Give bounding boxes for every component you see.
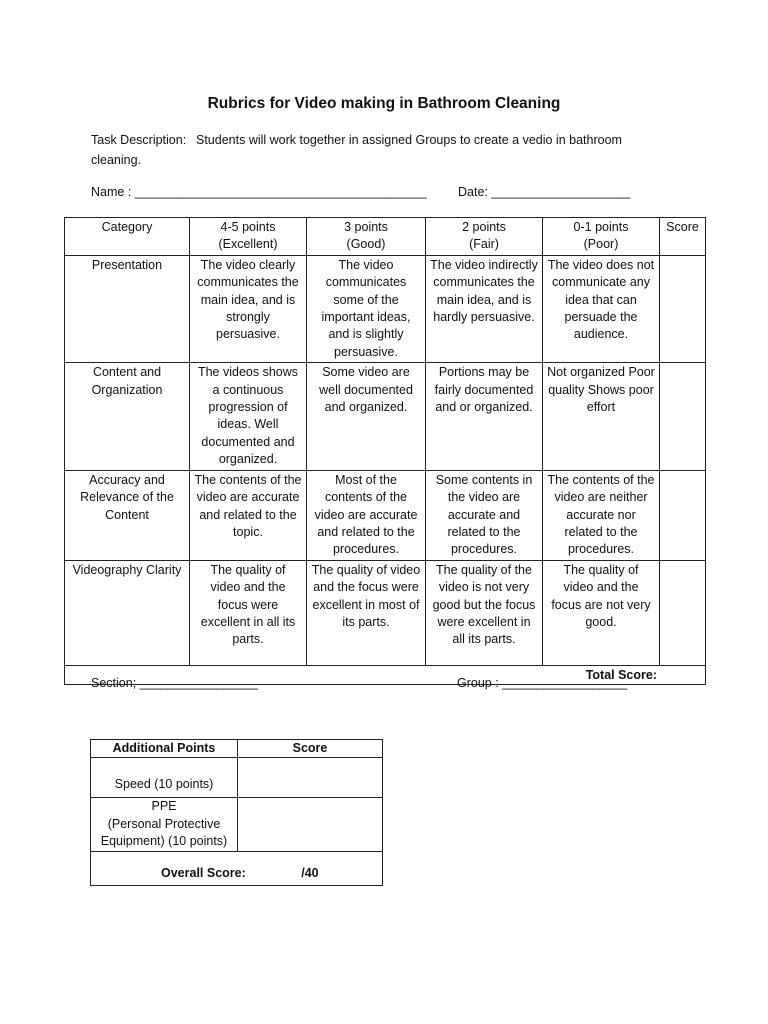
rubric-row-content bbox=[65, 363, 706, 470]
overall-score-label: Overall Score: bbox=[161, 866, 246, 881]
name-field[interactable]: Name : __________________________________________ bbox=[91, 185, 427, 199]
excellent-cell: The video clearly communicates the main idea, and is strongly persuasive. bbox=[190, 255, 307, 362]
section-field[interactable]: Section; _________________ bbox=[91, 676, 258, 690]
poor-cell: The video does not communicate any idea that can persuade the audience. bbox=[543, 255, 660, 362]
poor-cell: The quality of video and the focus are not very good. bbox=[543, 560, 660, 665]
header-fair: 2 points (Fair) bbox=[426, 218, 543, 256]
ppe-score-cell[interactable] bbox=[238, 798, 383, 851]
excellent-cell: The videos shows a continuous progression of ideas. Well documented and organized. bbox=[190, 363, 307, 470]
header-poor: 0-1 points (Poor) bbox=[543, 218, 660, 256]
speed-row bbox=[91, 758, 383, 798]
task-description-label: Task Description: bbox=[91, 133, 187, 147]
additional-points-header: Additional Points bbox=[91, 740, 238, 758]
good-cell: The quality of video and the focus were excellent in most of its parts. bbox=[307, 560, 426, 665]
rubric-table bbox=[64, 217, 706, 685]
header-score: Score bbox=[660, 218, 706, 256]
category-cell: Content and Organization bbox=[65, 363, 190, 470]
category-cell: Videography Clarity bbox=[65, 560, 190, 665]
ppe-row bbox=[91, 798, 383, 851]
document-title: Rubrics for Video making in Bathroom Cleaning bbox=[207, 95, 561, 112]
excellent-cell: The quality of video and the focus were excellent in all its parts. bbox=[190, 560, 307, 665]
additional-header-row bbox=[91, 740, 383, 758]
rubric-row-presentation bbox=[65, 255, 706, 362]
additional-score-header: Score bbox=[238, 740, 383, 758]
header-excellent: 4-5 points (Excellent) bbox=[190, 218, 307, 256]
score-cell[interactable] bbox=[660, 363, 706, 470]
good-cell: Some video are well documented and organized. bbox=[307, 363, 426, 470]
group-field[interactable]: Group : __________________ bbox=[457, 676, 628, 690]
poor-cell: The contents of the video are neither accurate nor related to the procedures. bbox=[543, 470, 660, 560]
good-cell: The video communicates some of the important ideas, and is slightly persuasive. bbox=[307, 255, 426, 362]
speed-label: Speed (10 points) bbox=[91, 758, 238, 798]
task-description-text: Students will work together in assigned Groups to create a vedio in bathroom bbox=[196, 133, 622, 147]
rubric-row-videography bbox=[65, 560, 706, 665]
fair-cell: Some contents in the video are accurate and related to the procedures. bbox=[426, 470, 543, 560]
excellent-cell: The contents of the video are accurate and related to the topic. bbox=[190, 470, 307, 560]
score-cell[interactable] bbox=[660, 255, 706, 362]
ppe-label: PPE (Personal Protective Equipment) (10 points) bbox=[91, 798, 238, 851]
fair-cell: Portions may be fairly documented and or organized. bbox=[426, 363, 543, 470]
overall-score-value: /40 bbox=[301, 866, 319, 881]
speed-score-cell[interactable] bbox=[238, 758, 383, 798]
score-cell[interactable] bbox=[660, 470, 706, 560]
fair-cell: The video indirectly communicates the main idea, and is hardly persuasive. bbox=[426, 255, 543, 362]
score-cell[interactable] bbox=[660, 560, 706, 665]
overall-row bbox=[91, 851, 383, 885]
task-description-text-cont: cleaning. bbox=[91, 153, 142, 167]
date-field[interactable]: Date: ____________________ bbox=[458, 185, 631, 199]
fair-cell: The quality of the video is not very good but the focus were excellent in all its parts. bbox=[426, 560, 543, 665]
header-good: 3 points (Good) bbox=[307, 218, 426, 256]
rubric-header-row bbox=[65, 218, 706, 256]
category-cell: Presentation bbox=[65, 255, 190, 362]
additional-points-table bbox=[90, 739, 383, 886]
header-category: Category bbox=[65, 218, 190, 256]
poor-cell: Not organized Poor quality Shows poor effort bbox=[543, 363, 660, 470]
overall-score-cell bbox=[91, 851, 383, 885]
good-cell: Most of the contents of the video are accurate and related to the procedures. bbox=[307, 470, 426, 560]
category-cell: Accuracy and Relevance of the Content bbox=[65, 470, 190, 560]
total-score-label: Total Score: bbox=[65, 665, 706, 684]
rubric-row-accuracy bbox=[65, 470, 706, 560]
